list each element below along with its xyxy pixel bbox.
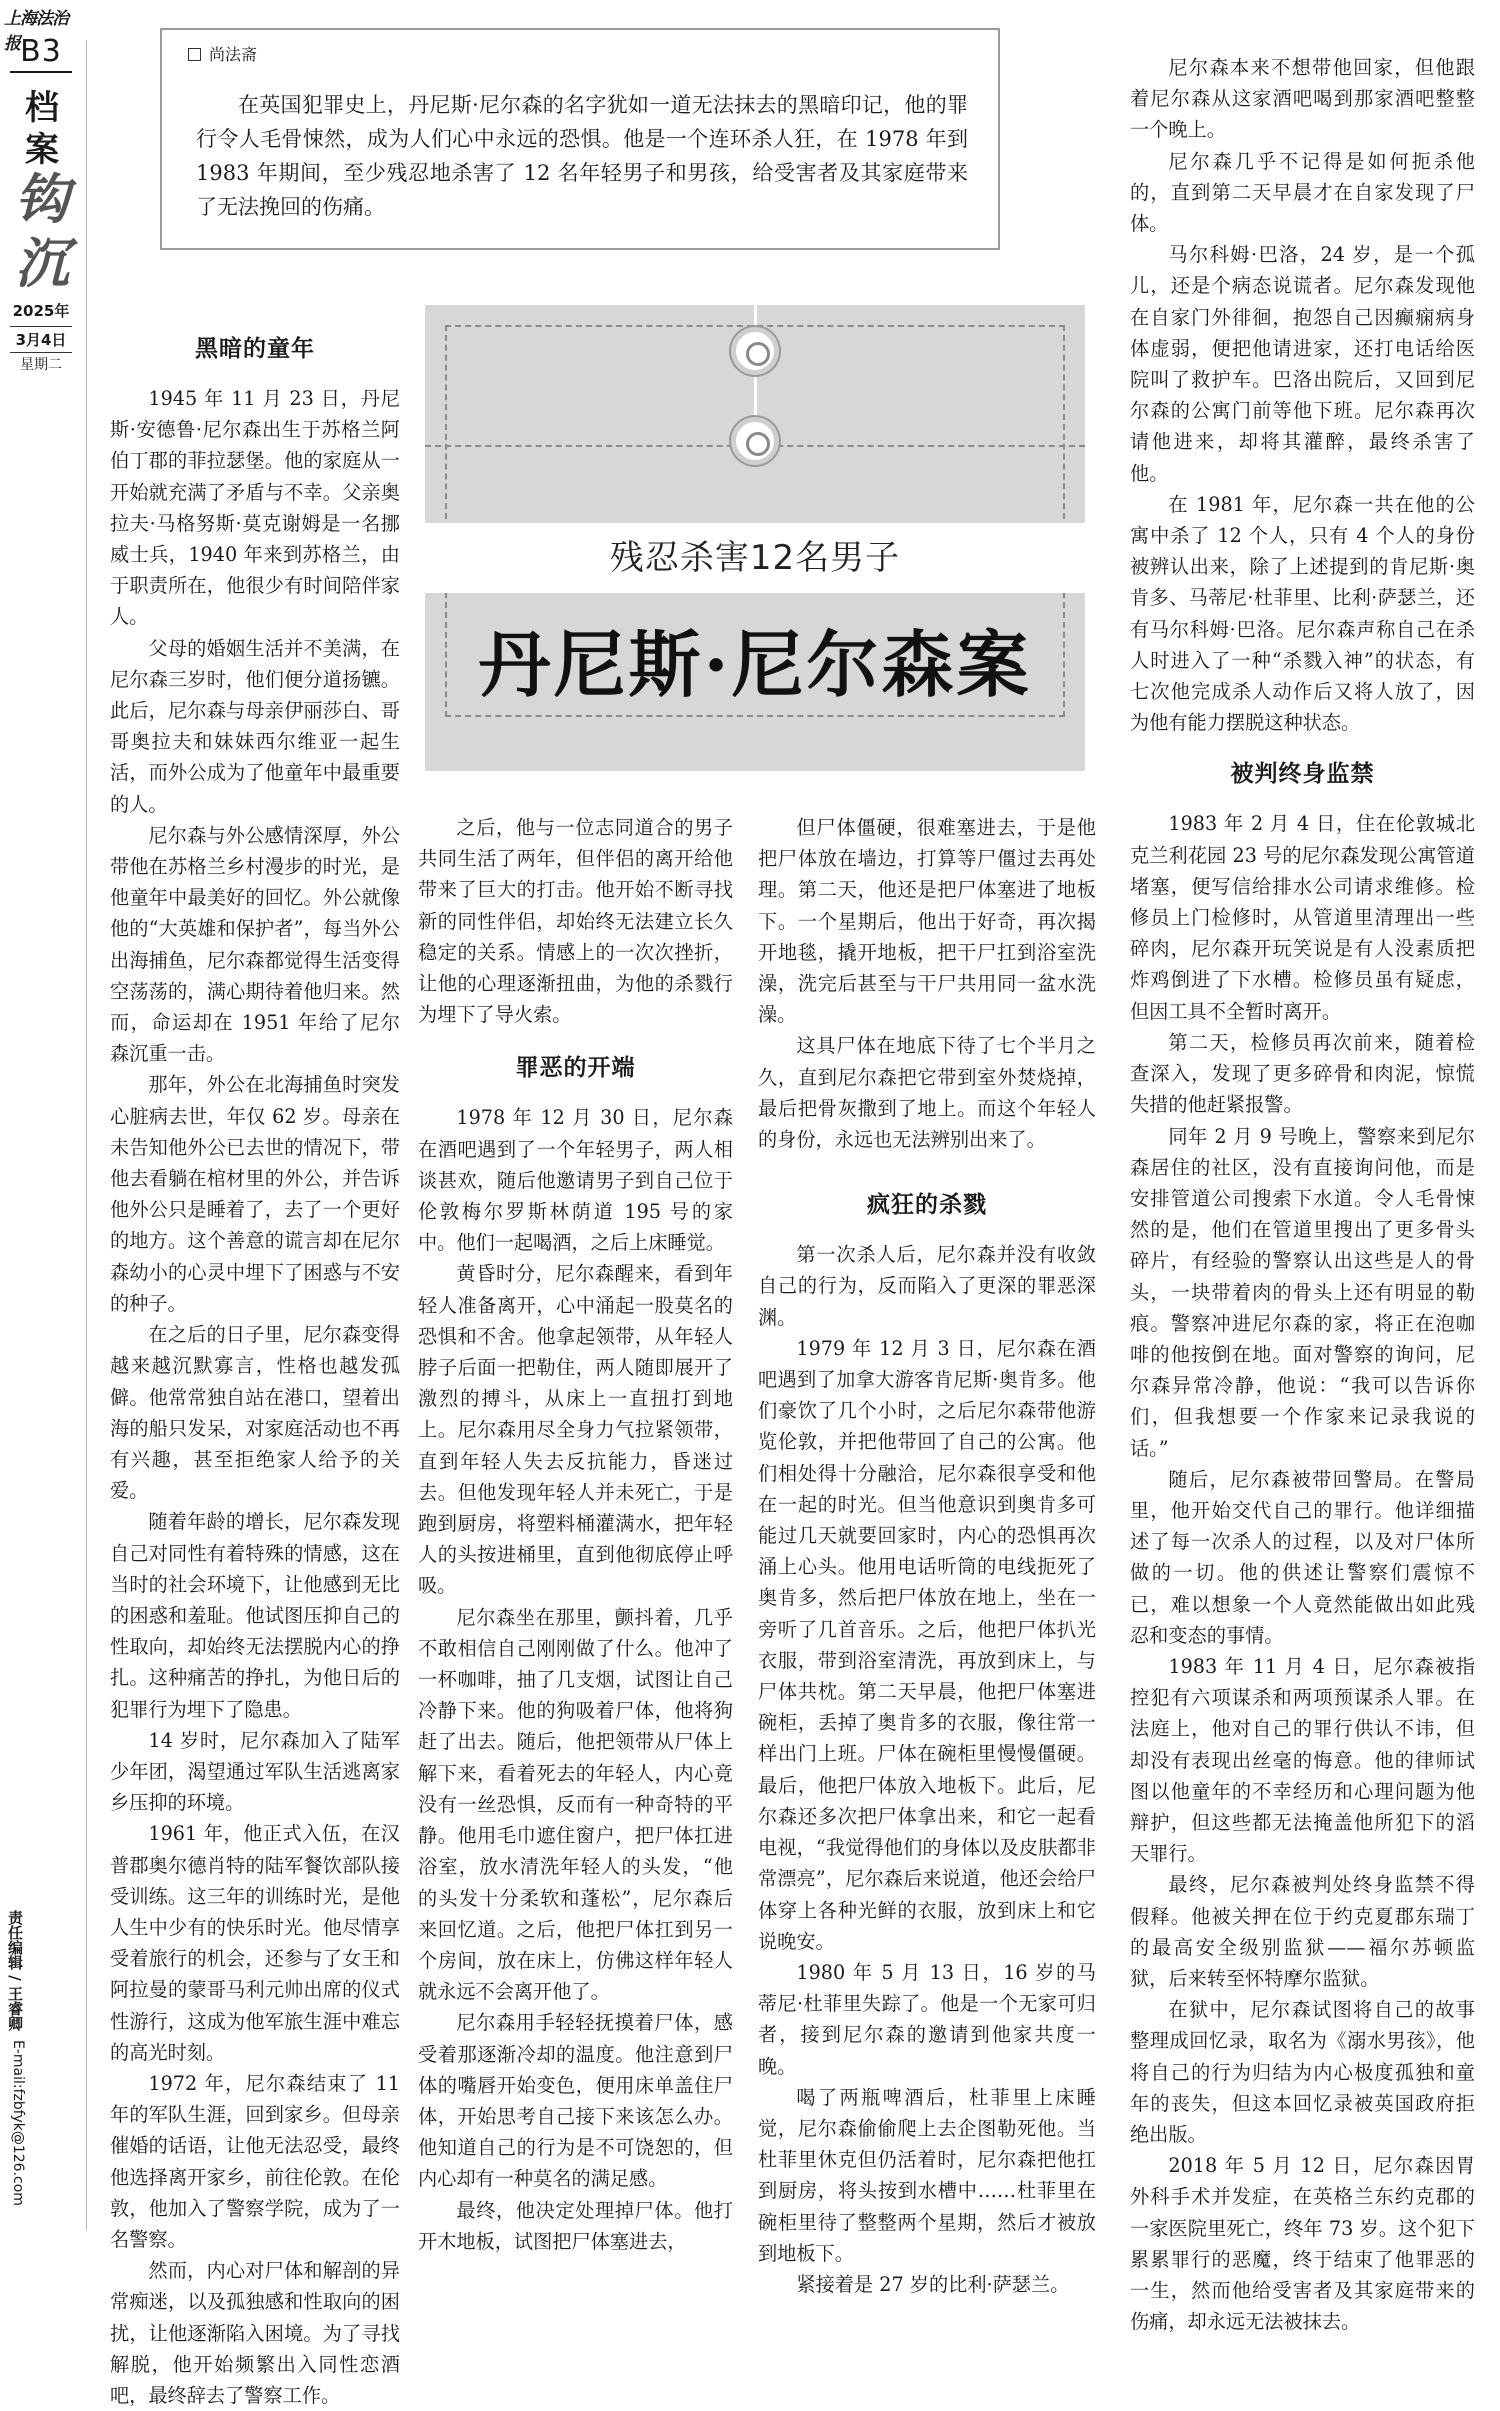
author-byline xyxy=(188,42,257,65)
section-heading-beginning: 罪恶的开端 xyxy=(515,1055,636,1082)
editor-email[interactable]: E-mail:fzbfyk@126.com xyxy=(10,2040,26,2206)
paragraph: 1983 年 2 月 4 日，住在伦敦城北克兰利花园 23 号的尼尔森发现公寓管道堵塞，便写信给排水公司请求维修。检修员上门检修时，从管道里清理出一些碎肉，尼尔森开玩笑说是有人没素质把炸鸡倒进了下水槽。检修员虽有疑虑，但因工具不全暂时离开。 xyxy=(1130,812,1475,1023)
section-char-1: 档 xyxy=(25,88,59,128)
section-char-4: 沉 xyxy=(15,231,69,295)
paragraph: 随后，尼尔森被带回警局。在警局里，他开始交代自己的罪行。他详细描述了每一次杀人的过程，以及对尸体所做的一切。他的供述让警察们震惊不已，难以想象一个人竟然能做出如此残忍和变态的事情。 xyxy=(1130,1467,1475,1647)
paragraph: 马尔科姆·巴洛，24 岁，是一个孤儿，还是个病态说谎者。尼尔森发现他在自家门外徘徊，抱怨自己因癫痫病身体虚弱，便把他请进家，还打电话给医院叫了救护车。巴洛出院后，又回到尼尔森的公寓门前等他下班。尼尔森再次请他进来，却将其灌醉，最终杀害了他。 xyxy=(1130,243,1475,485)
square-icon xyxy=(188,48,201,61)
paragraph: 1972 年，尼尔森结束了 11 年的军队生涯，回到家乡。但母亲催婚的话语，让他无法忍受，最终他选择离开家乡，前往伦敦。在伦敦，他加入了警察学院，成为了一名警察。 xyxy=(110,2071,400,2251)
paragraph: 尼尔森几乎不记得是如何扼杀他的，直到第二天早晨才在自家发现了尸体。 xyxy=(1130,149,1475,236)
paragraph: 在之后的日子里，尼尔森变得越来越沉默寡言，性格也越发孤僻。他常常独自站在港口，望着出海的船只发呆，对家庭活动也不再有兴趣，甚至拒绝家人给予的关爱。 xyxy=(110,1323,400,1503)
article-subtitle: 残忍杀害12名男子 xyxy=(425,523,1085,593)
col2-body-a xyxy=(418,812,733,1030)
paragraph: 父母的婚姻生活并不美满，在尼尔森三岁时，他们便分道扬镳。此后，尼尔森与母亲伊丽莎白、哥哥奥拉夫和妹妹西尔维亚一起生活，而外公成为了他童年中最重要的人。 xyxy=(110,636,400,816)
col2-body-b xyxy=(418,1102,733,2257)
paragraph: 最终，尼尔森被判处终身监禁不得假释。他被关押在位于约克夏郡东瑞丁的最高安全级别监狱——福尔苏顿监狱，后来转至怀特摩尔监狱。 xyxy=(1130,1873,1475,1990)
paragraph: 在 1981 年，尼尔森一共在他的公寓中杀了 12 个人，只有 4 个人的身份被辨认出来，除了上述提到的肯尼斯·奥肯多、马蒂尼·杜菲里、比利·萨瑟兰，还有马尔科姆·巴洛。尼尔森声称自己在杀人时进入了一种“杀戮入神”的状态，有七次他完成杀人动作后又将人放了，因为他有能力摆脱这种状态。 xyxy=(1130,492,1475,735)
paragraph: 紧接着是 27 岁的比利·萨瑟兰。 xyxy=(796,2272,1070,2296)
summary-box xyxy=(160,28,1000,250)
paragraph: 同年 2 月 9 号晚上，警察来到尼尔森居住的社区，没有直接询问他，而是安排管道公司搜索下水道。令人毛骨悚然的是，他们在管道里搜出了更多骨头碎片，有经验的警察认出这些是人的骨头，一块带着肉的骨头上还有明显的勒痕。警察冲进尼尔森的家，将正在泡咖啡的他按倒在地。面对警察的询问，尼尔森异常冷静，他说：“我可以告诉你们，但我想要一个作家来记录我说的话。” xyxy=(1130,1124,1475,1460)
paragraph: 1983 年 11 月 4 日，尼尔森被指控犯有六项谋杀和两项预谋杀人罪。在法庭上，他对自己的罪行供认不讳，但却没有表现出丝毫的悔意。他的律师试图以他童年的不幸经历和心理问题为他辩护，但这些都无法掩盖他所犯下的滔天罪行。 xyxy=(1130,1654,1475,1866)
article-title: 丹尼斯·尼尔森案 xyxy=(478,622,1032,707)
section-heading-killing: 疯狂的杀戮 xyxy=(867,1192,987,1219)
issue-date: 3月4日 xyxy=(10,326,72,353)
section-heading-sentence: 被判终身监禁 xyxy=(1230,761,1375,788)
column-1 xyxy=(110,325,400,2411)
envelope-button-top-icon xyxy=(731,327,779,375)
paragraph: 第二天，检修员再次前来，随着检查深入，发现了更多碎骨和肉泥，惊慌失措的他赶紧报警。 xyxy=(1130,1030,1475,1117)
paragraph: 喝了两瓶啤酒后，杜菲里上床睡觉，尼尔森偷偷爬上去企图勒死他。当杜菲里休克但仍活着时，尼尔森把他扛到厨房，将头按到水槽中……杜菲里在碗柜里待了整整两个星期，然后才被放到地板下。 xyxy=(758,2085,1096,2265)
summary-text: 在英国犯罪史上，丹尼斯·尼尔森的名字犹如一道无法抹去的黑暗印记，他的罪行令人毛骨悚然，成为人们心中永远的恐惧。他是一个连环杀人狂，在 1978 年到 1983 年期间，至少残忍地杀害了 12 名年轻男子和男孩，给受害者及其家庭带来了无法挽回的伤痛。 xyxy=(196,93,968,219)
paragraph: 最终，他决定处理掉尸体。他打开木地板，试图把尸体塞进去， xyxy=(418,2198,733,2253)
paragraph: 1979 年 12 月 3 日，尼尔森在酒吧遇到了加拿大游客肯尼斯·奥肯多。他们豪饮了几个小时，之后尼尔森带他游览伦敦，并把他带回了自己的公寓。他们相处得十分融洽，尼尔森很享受和他在一起的时光。但当他意识到奥肯多可能过几天就要回家时，内心的恐惧再次涌上心头。他用电话听筒的电线扼死了奥肯多，然后把尸体放在地上，坐在一旁听了几首音乐。之后，他把尸体扒光衣服，带到浴室清洗，再放到床上，与尸体共枕。第二天早晨，他把尸体塞进碗柜，丢掉了奥肯多的衣服，像往常一样出门上班。尸体在碗柜里慢慢僵硬。最后，他把尸体放入地板下。此后，尼尔森还多次把尸体拿出来，和它一起看电视，“我觉得他们的身体以及皮肤都非常漂亮”，尼尔森后来说道，他还会给尸体穿上各种光鲜的衣服，放到床上和它说晚安。 xyxy=(758,1336,1096,1953)
paragraph: 黄昏时分，尼尔森醒来，看到年轻人准备离开，心中涌起一股莫名的恐惧和不舍。他拿起领带，从年轻人脖子后面一把勒住，两人随即展开了激烈的搏斗，从床上一直扭打到地上。尼尔森用尽全身力气拉紧领带，直到年轻人失去反抗能力，昏迷过去。但他发现年轻人并未死亡，于是跑到厨房，将塑料桶灌满水，把年轻人的头按进桶里，直到他彻底停止呼吸。 xyxy=(418,1262,733,1598)
paragraph: 然而，内心对尸体和解剖的异常痴迷，以及孤独感和性取向的困扰，让他逐渐陷入困境。为了寻找解脱，他开始频繁出入同性恋酒吧，最终辞去了警察工作。 xyxy=(110,2259,400,2407)
col4-body-b xyxy=(1130,808,1475,2337)
paragraph: 随着年龄的增长，尼尔森发现自己对同性有着特殊的情感，这在当时的社会环境下，让他感到无比的困惑和羞耻。他试图压抑自己的性取向，却始终无法摆脱内心的挣扎。这种痛苦的挣扎，为他日后的犯罪行为埋下了隐患。 xyxy=(110,1510,400,1721)
paragraph: 2018 年 5 月 12 日，尼尔森因胃外科手术并发症，在英格兰东约克郡的一家医院里死亡，终年 73 岁。这个犯下累累罪行的恶魔，终于结束了他罪恶的一生，然而他给受害者及其家庭带来的伤痛，却永远无法被抹去。 xyxy=(1130,2154,1475,2334)
paragraph: 这具尸体在地底下待了七个半月之久，直到尼尔森把它带到室外焚烧掉，最后把骨灰撒到了地上。而这个年轻人的身份，永远也无法辨别出来了。 xyxy=(758,1034,1096,1152)
column-2 xyxy=(418,812,733,2257)
paragraph: 14 岁时，尼尔森加入了陆军少年团，渴望通过军队生活逃离家乡压抑的环境。 xyxy=(110,1728,400,1815)
paragraph: 1978 年 12 月 30 日，尼尔森在酒吧遇到了一个年轻男子，两人相谈甚欢，随后他邀请男子到自己位于伦敦梅尔罗斯林荫道 195 号的家中。他们一起喝酒，之后上床睡觉。 xyxy=(418,1106,733,1255)
column-4 xyxy=(1130,52,1475,2337)
section-char-3: 钩 xyxy=(15,167,69,231)
envelope-button-bottom-icon xyxy=(731,417,779,465)
paragraph: 第一次杀人后，尼尔森并没有收敛自己的行为，反而陷入了更深的罪恶深渊。 xyxy=(758,1243,1096,1329)
paragraph: 在狱中，尼尔森试图将自己的故事整理成回忆录，取名为《溺水男孩》，他将自己的行为归结为内心极度孤独和童年的丧失，但这本回忆录被英国政府拒绝出版。 xyxy=(1130,1998,1475,2146)
newspaper-name: 上海法治报 xyxy=(4,9,68,54)
paragraph: 尼尔森用手轻轻抚摸着尸体，感受着那逐渐冷却的温度。他注意到尸体的嘴唇开始变色，便用床单盖住尸体，开始思考自己接下来该怎么办。他知道自己的行为是不可饶恕的，但内心却有一种莫名的满足感。 xyxy=(418,2011,733,2191)
col3-body-b xyxy=(758,1239,1096,2300)
column-3 xyxy=(758,812,1096,2300)
editor-credit: 责任编辑 / 王睿卿 xyxy=(6,1910,24,2031)
section-heading-childhood: 黑暗的童年 xyxy=(195,336,315,362)
paragraph: 尼尔森与外公感情深厚，外公带他在苏格兰乡村漫步的时光，是他童年中最美好的回忆。外公就像他的“大英雄和保护者”，每当外公出海捕鱼，尼尔森都觉得生活变得空荡荡的，满心期待着他归来。然而，命运却在 1951 年给了尼尔森沉重一击。 xyxy=(110,823,400,1066)
section-char-2: 案 xyxy=(25,130,59,170)
paragraph: 尼尔森坐在那里，颤抖着，几乎不敢相信自己刚刚做了什么。他冲了一杯咖啡，抽了几支烟，试图让自己冷静下来。他的狗吸着尸体，他将狗赶了出去。随后，他把领带从尸体上解下来，看着死去的年轻人，内心竟没有一丝恐惧，反而有一种奇特的平静。他用毛巾遮住窗户，把尸体扛进浴室，放水清洗年轻人的头发，“他的头发十分柔软和蓬松”，尼尔森后来回忆道。之后，他把尸体扛到另一个房间，放在床上，仿佛这样年轻人就永远不会离开他了。 xyxy=(418,1605,733,2004)
masthead-strip xyxy=(0,0,82,2253)
issue-weekday: 星期二 xyxy=(20,357,62,373)
author-name: 尚法斋 xyxy=(209,45,258,64)
paragraph: 尼尔森本来不想带他回家，但他跟着尼尔森从这家酒吧喝到那家酒吧整整一个晚上。 xyxy=(1130,56,1475,142)
issue-year: 2025年 xyxy=(12,302,70,320)
title-envelope xyxy=(425,305,1085,771)
paragraph: 1980 年 5 月 13 日，16 岁的马蒂尼·杜菲里失踪了。他是一个无家可归者，接到尼尔森的邀请到他家共度一晚。 xyxy=(758,1960,1096,2078)
col3-body-a xyxy=(758,812,1096,1155)
strip-divider xyxy=(86,40,87,2230)
paragraph: 之后，他与一位志同道合的男子共同生活了两年，但伴侣的离开给他带来了巨大的打击。他开始不断寻找新的同性伴侣，却始终无法建立长久稳定的关系。情感上的一次次挫折，让他的心理逐渐扭曲，为他的杀戮行为埋下了导火索。 xyxy=(418,816,733,1027)
paragraph: 1945 年 11 月 23 日，丹尼斯·安德鲁·尼尔森出生于苏格兰阿伯丁郡的菲拉瑟堡。他的家庭从一开始就充满了矛盾与不幸。父亲奥拉夫·马格努斯·莫克谢姆是一名挪威士兵，1940 年来到苏格兰，由于职责所在，他很少有时间陪伴家人。 xyxy=(110,387,400,629)
col4-body-a xyxy=(1130,52,1475,738)
paragraph: 但尸体僵硬，很难塞进去，于是他把尸体放在墙边，打算等尸僵过去再处理。第二天，他还是把尸体塞进了地板下。一个星期后，他出于好奇，再次揭开地毯，撬开地板，把干尸扛到浴室洗澡，洗完后甚至与干尸共用同一盆水洗澡。 xyxy=(758,816,1096,1027)
col1-body xyxy=(110,383,400,2411)
page-number: B3 xyxy=(10,34,72,73)
paragraph: 1961 年，他正式入伍，在汉普郡奥尔德肖特的陆军餐饮部队接受训练。这三年的训练时光，是他人生中少有的快乐时光。他尽情享受着旅行的机会，还参与了女王和阿拉曼的蒙哥马利元帅出席的仪式性游行，这成为他军旅生涯中难忘的高光时刻。 xyxy=(110,1822,400,2064)
paragraph: 那年，外公在北海捕鱼时突发心脏病去世，年仅 62 岁。母亲在未告知他外公已去世的情况下，带他去看躺在棺材里的外公，并告诉他外公只是睡着了，去了一个更好的地方。这个善意的谎言却在尼尔森幼小的心灵中埋下了困惑与不安的种子。 xyxy=(110,1073,400,1315)
